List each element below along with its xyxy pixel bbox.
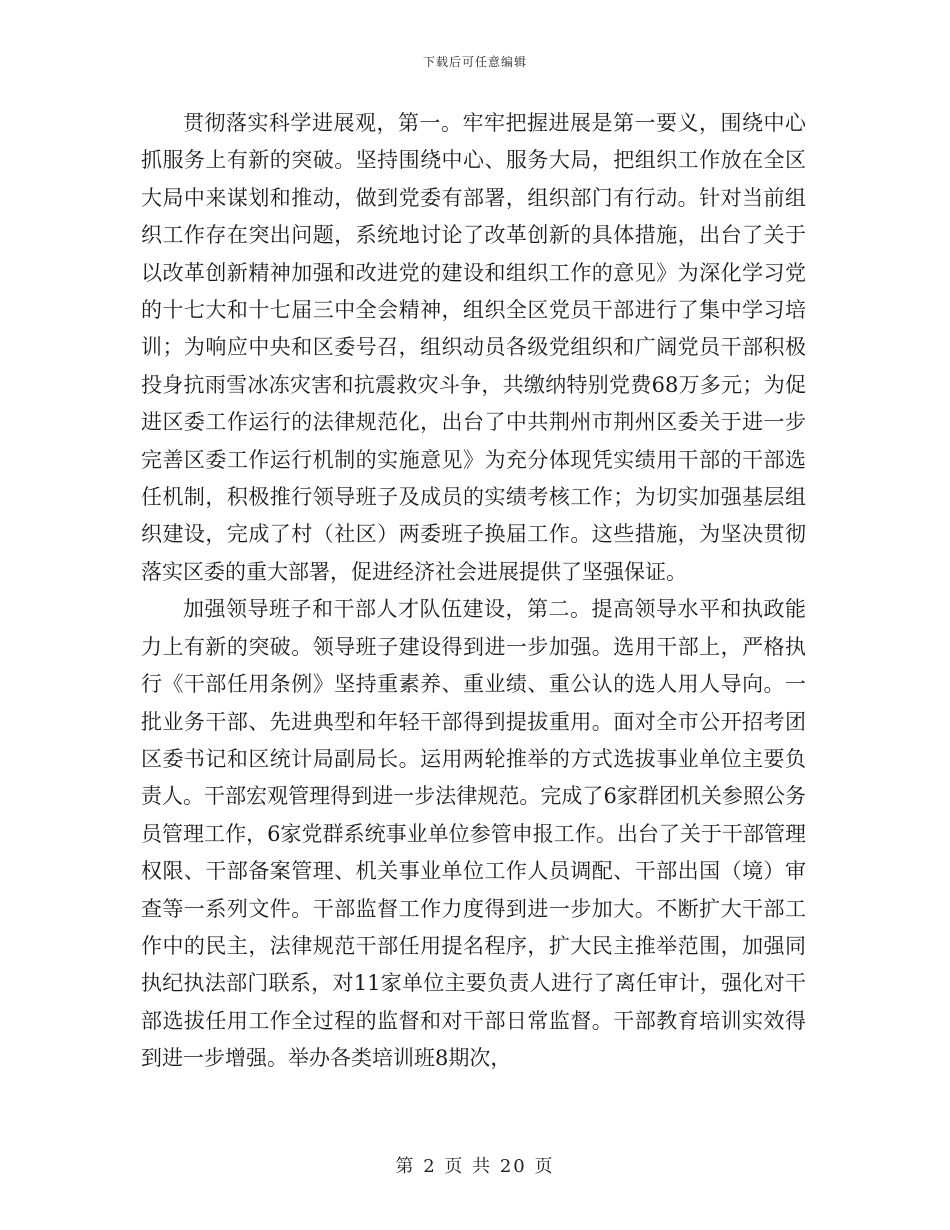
document-body — [141, 105, 806, 1078]
page-number: 第 2 页 共 20 页 — [395, 1156, 555, 1177]
paragraph-2: 加强领导班子和干部人才队伍建设，第二。提高领导水平和执政能力上有新的突破。领导班子建设得到进一步加强。选用干部上，严格执行《干部任用条例》坚持重素养、重业绩、重公认的选人用人导向。一批业务干部、先进典型和年轻干部得到提拔重用。面对全市公开招考团区委书记和区统计局副局长。运用两轮推举的方式选拔事业单位主要负责人。干部宏观管理得到进一步法律规范。完成了6家群团机关参照公务员管理工作，6家党群系统事业单位参管申报工作。出台了关于干部管理权限、干部备案管理、机关事业单位工作人员调配、干部出国（境）审查等一系列文件。干部监督工作力度得到进一步加大。不断扩大干部工作中的民主，法律规范干部任用提名程序，扩大民主推举范围，加强同执纪执法部门联系，对11家单位主要负责人进行了离任审计，强化对干部选拔任用工作全过程的监督和对干部日常监督。干部教育培训实效得到进一步增强。举办各类培训班8期次， — [141, 597, 806, 1071]
paragraph-1: 贯彻落实科学进展观，第一。牢牢把握进展是第一要义，围绕中心抓服务上有新的突破。坚持围绕中心、服务大局，把组织工作放在全区大局中来谋划和推动，做到党委有部署，组织部门有行动。针对当前组织工作存在突出问题，系统地讨论了改革创新的具体措施，出台了关于以改革创新精神加强和改进党的建设和组织工作的意见》为深化学习党的十七大和十七届三中全会精神，组织全区党员干部进行了集中学习培训；为响应中央和区委号召，组织动员各级党组织和广阔党员干部积极投身抗雨雪冰冻灾害和抗震救灾斗争，共缴纳特别党费68万多元；为促进区委工作运行的法律规范化，出台了中共荆州市荆州区委关于进一步完善区委工作运行机制的实施意见》为充分体现凭实绩用干部的干部选任机制，积极推行领导班子及成员的实绩考核工作；为切实加强基层组织建设，完成了村（社区）两委班子换届工作。这些措施，为坚决贯彻落实区委的重大部署，促进经济社会进展提供了坚强保证。 — [141, 111, 806, 584]
page-header-note: 下载后可任意编辑 — [422, 55, 527, 69]
